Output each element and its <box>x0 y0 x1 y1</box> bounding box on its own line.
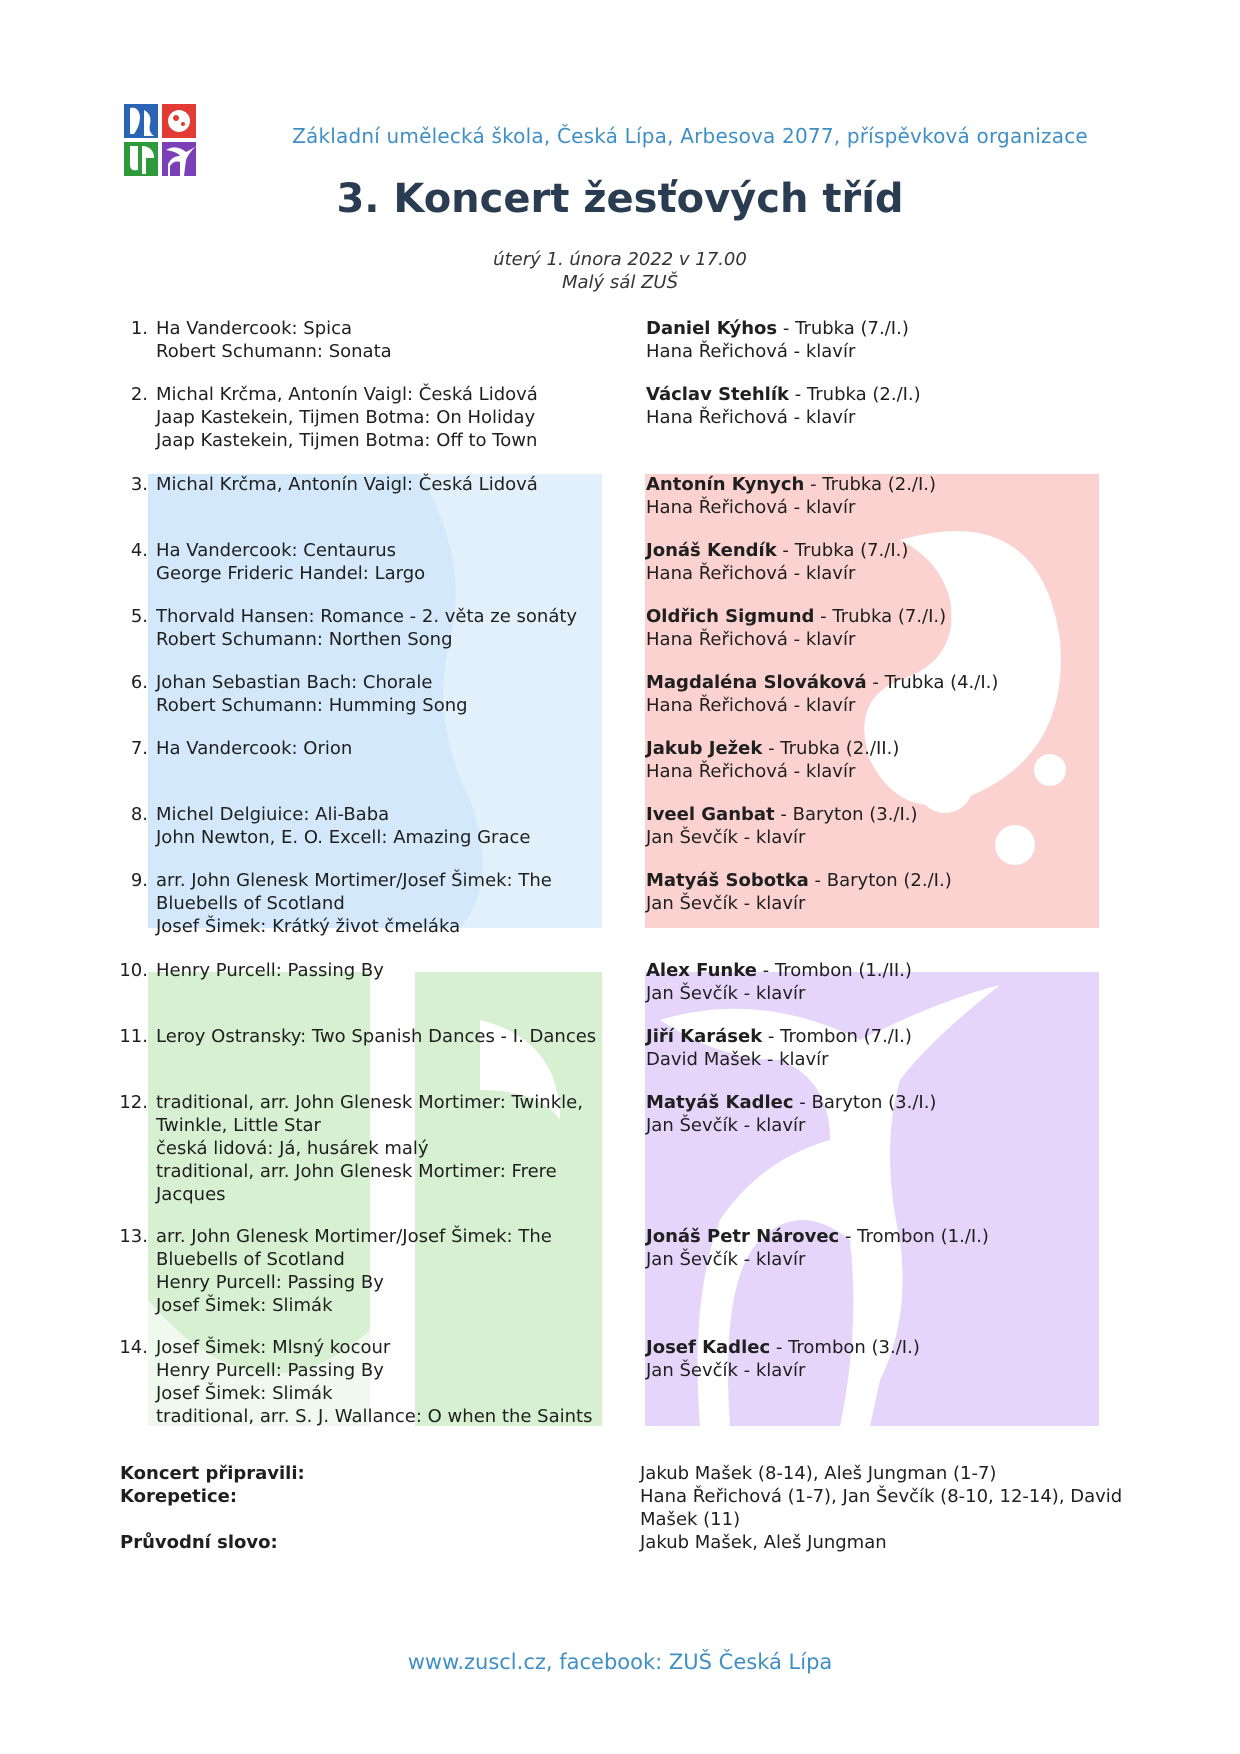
program-item-number: 4. <box>130 540 148 561</box>
piece-line: Michal Krčma, Antonín Vaigl: Česká Lidová <box>156 474 538 495</box>
piece-line: traditional, arr. John Glenesk Mortimer: Frere <box>156 1161 557 1182</box>
piece-line: Ha Vandercook: Orion <box>156 738 353 759</box>
performer-instrument: - Trubka (7./I.) <box>776 540 909 561</box>
piece-line: Johan Sebastian Bach: Chorale <box>156 672 433 693</box>
program-item-number: 2. <box>130 384 148 405</box>
program-item-pieces <box>156 605 716 651</box>
program-item-number: 5. <box>130 606 148 627</box>
performer-name: Matyáš Kadlec <box>646 1092 794 1113</box>
credit-value-line: Hana Řeřichová (1-7), Jan Ševčík (8-10, 12-14), David <box>640 1486 1123 1507</box>
performer-line <box>646 539 1116 562</box>
program-item-number: 3. <box>130 474 148 495</box>
performer-name: Oldřich Sigmund <box>646 606 815 627</box>
piece-line: Jaap Kastekein, Tijmen Botma: Off to Town <box>156 430 538 451</box>
performer-instrument: - Trubka (2./II.) <box>762 738 900 759</box>
performer-name: Alex Funke <box>646 960 757 981</box>
accompanist: Hana Řeřichová - klavír <box>646 695 856 716</box>
performer-line <box>646 737 1116 760</box>
program-item-performers <box>646 473 1116 519</box>
piece-line: Henry Purcell: Passing By <box>156 960 384 981</box>
accompanist: Hana Řeřichová - klavír <box>646 761 856 782</box>
performer-line <box>646 473 1116 496</box>
performer-line <box>646 671 1116 694</box>
credit-value-line: Mašek (11) <box>640 1509 741 1530</box>
program-item-performers <box>646 539 1116 585</box>
program-item-performers <box>646 1025 1116 1071</box>
piece-line: Robert Schumann: Northen Song <box>156 629 453 650</box>
performer-instrument: - Trombon (1./I.) <box>839 1226 989 1247</box>
program-item-pieces <box>156 1336 716 1428</box>
school-name: Základní umělecká škola, Česká Lípa, Arbesova 2077, příspěvková organizace <box>292 124 1088 148</box>
accompanist: Hana Řeřichová - klavír <box>646 563 856 584</box>
piece-line: Jaap Kastekein, Tijmen Botma: On Holiday <box>156 407 536 428</box>
performer-name: Magdaléna Slováková <box>646 672 867 693</box>
program-item-performers <box>646 869 1116 915</box>
accompanist: Hana Řeřichová - klavír <box>646 497 856 518</box>
concert-date: úterý 1. února 2022 v 17.00 <box>493 249 747 270</box>
program-item-number: 9. <box>130 870 148 891</box>
program-item-performers <box>646 671 1116 717</box>
school-logo <box>124 104 196 176</box>
piece-line: Henry Purcell: Passing By <box>156 1360 384 1381</box>
program-item-pieces <box>156 473 716 496</box>
accompanist: Hana Řeřichová - klavír <box>646 407 856 428</box>
piece-line: arr. John Glenesk Mortimer/Josef Šimek: The <box>156 870 552 891</box>
accompanist: Jan Ševčík - klavír <box>646 1249 806 1270</box>
program-item-pieces <box>156 959 716 982</box>
program-item-pieces <box>156 383 716 452</box>
performer-line <box>646 317 1116 340</box>
program-item-pieces <box>156 539 716 585</box>
credit-value <box>640 1462 1130 1485</box>
performer-instrument: - Trombon (3./I.) <box>770 1337 920 1358</box>
credit-label: Koncert připravili: <box>120 1463 305 1484</box>
performer-name: Antonín Kynych <box>646 474 805 495</box>
program-item-performers <box>646 1225 1116 1271</box>
performer-instrument: - Trubka (2./I.) <box>788 384 921 405</box>
website-footer: www.zuscl.cz, facebook: ZUŠ Česká Lípa <box>407 1650 833 1674</box>
performer-line <box>646 605 1116 628</box>
piece-line: George Frideric Handel: Largo <box>156 563 426 584</box>
performer-line <box>646 1025 1116 1048</box>
piece-line: Josef Šimek: Mlsný kocour <box>156 1337 391 1358</box>
accompanist: Hana Řeřichová - klavír <box>646 629 856 650</box>
performer-instrument: - Trubka (2./I.) <box>804 474 937 495</box>
credit-label: Průvodní slovo: <box>120 1532 278 1553</box>
piece-line: Michel Delgiuice: Ali-Baba <box>156 804 390 825</box>
credit-value <box>640 1485 1130 1531</box>
performer-line <box>646 1091 1116 1114</box>
program-item-performers <box>646 605 1116 651</box>
performer-line <box>646 803 1116 826</box>
piece-line: Michal Krčma, Antonín Vaigl: Česká Lidová <box>156 384 538 405</box>
performer-line <box>646 869 1116 892</box>
performer-name: Matyáš Sobotka <box>646 870 809 891</box>
program-item-number: 8. <box>130 804 148 825</box>
performer-name: Václav Stehlík <box>646 384 789 405</box>
accompanist: Jan Ševčík - klavír <box>646 1115 806 1136</box>
program-item-performers <box>646 1336 1116 1382</box>
performer-instrument: - Baryton (3./I.) <box>774 804 918 825</box>
program-item-number: 6. <box>130 672 148 693</box>
piece-line: Thorvald Hansen: Romance - 2. věta ze sonáty <box>156 606 578 627</box>
piece-line: John Newton, E. O. Excell: Amazing Grace <box>156 827 531 848</box>
program-item-number: 11. <box>119 1026 148 1047</box>
program-item-pieces <box>156 737 716 760</box>
accompanist: Jan Ševčík - klavír <box>646 983 806 1004</box>
performer-name: Jonáš Petr Nárovec <box>646 1226 840 1247</box>
program-item-pieces <box>156 1091 716 1206</box>
program-item-number: 7. <box>130 738 148 759</box>
credit-value <box>640 1531 1130 1554</box>
credit-row <box>120 1531 1130 1554</box>
performer-name: Jiří Karásek <box>646 1026 763 1047</box>
piece-line: Josef Šimek: Krátký život čmeláka <box>156 916 461 937</box>
piece-line: Ha Vandercook: Spica <box>156 318 353 339</box>
program-item-number: 14. <box>119 1337 148 1358</box>
accompanist: David Mašek - klavír <box>646 1049 829 1070</box>
piece-line: Josef Šimek: Slimák <box>156 1383 333 1404</box>
program-item-pieces <box>156 317 716 363</box>
credit-value-line: Jakub Mašek, Aleš Jungman <box>640 1532 887 1553</box>
piece-line: Twinkle, Little Star <box>156 1115 321 1136</box>
program-item-number: 1. <box>130 318 148 339</box>
performer-instrument: - Trubka (7./I.) <box>814 606 947 627</box>
performer-name: Iveel Ganbat <box>646 804 775 825</box>
accompanist: Jan Ševčík - klavír <box>646 827 806 848</box>
performer-line <box>646 959 1116 982</box>
program-item-performers <box>646 383 1116 429</box>
performer-instrument: - Trubka (4./I.) <box>866 672 999 693</box>
performer-name: Jakub Ježek <box>646 738 763 759</box>
program-item-performers <box>646 317 1116 363</box>
performer-name: Jonáš Kendík <box>646 540 777 561</box>
accompanist: Hana Řeřichová - klavír <box>646 341 856 362</box>
performer-instrument: - Trubka (7./I.) <box>777 318 909 339</box>
performer-instrument: - Baryton (3./I.) <box>793 1092 937 1113</box>
program-item-performers <box>646 803 1116 849</box>
credit-value-line: Jakub Mašek (8-14), Aleš Jungman (1-7) <box>640 1463 997 1484</box>
piece-line: Jacques <box>156 1184 226 1205</box>
credit-label: Korepetice: <box>120 1486 238 1507</box>
performer-instrument: - Trombon (1./II.) <box>756 960 912 981</box>
piece-line: Josef Šimek: Slimák <box>156 1295 333 1316</box>
piece-line: česká lidová: Já, husárek malý <box>156 1138 429 1159</box>
credit-row <box>120 1485 1130 1531</box>
piece-line: Bluebells of Scotland <box>156 893 345 914</box>
program-item-performers <box>646 737 1116 783</box>
concert-title: 3. Koncert žesťových tříd <box>336 176 904 222</box>
piece-line: traditional, arr. John Glenesk Mortimer: Twinkle, <box>156 1092 583 1113</box>
performer-name: Daniel Kýhos <box>646 318 778 339</box>
program-item-pieces <box>156 869 716 938</box>
piece-line: Henry Purcell: Passing By <box>156 1272 384 1293</box>
piece-line: Bluebells of Scotland <box>156 1249 345 1270</box>
piece-line: arr. John Glenesk Mortimer/Josef Šimek: The <box>156 1226 552 1247</box>
piece-line: Leroy Ostransky: Two Spanish Dances - I. Dances <box>156 1026 597 1047</box>
program-item-pieces <box>156 803 716 849</box>
program-item-pieces <box>156 671 716 717</box>
program-item-performers <box>646 1091 1116 1137</box>
credit-row <box>120 1462 1130 1485</box>
performer-name: Josef Kadlec <box>646 1337 771 1358</box>
accompanist: Jan Ševčík - klavír <box>646 1360 806 1381</box>
performer-instrument: - Trombon (7./I.) <box>762 1026 912 1047</box>
program-item-performers <box>646 959 1116 1005</box>
program-item-number: 13. <box>119 1226 148 1247</box>
piece-line: Robert Schumann: Humming Song <box>156 695 468 716</box>
piece-line: Robert Schumann: Sonata <box>156 341 392 362</box>
accompanist: Jan Ševčík - klavír <box>646 893 806 914</box>
performer-line <box>646 1225 1116 1248</box>
program-item-pieces <box>156 1225 716 1317</box>
performer-instrument: - Baryton (2./I.) <box>808 870 952 891</box>
concert-date-venue <box>0 248 1240 294</box>
credits-block <box>120 1462 1130 1554</box>
piece-line: Ha Vandercook: Centaurus <box>156 540 397 561</box>
piece-line: traditional, arr. S. J. Wallance: O when the Saints <box>156 1406 593 1427</box>
program-item-number: 12. <box>119 1092 148 1113</box>
program-item-number: 10. <box>119 960 148 981</box>
concert-venue: Malý sál ZUŠ <box>562 272 678 293</box>
performer-line <box>646 383 1116 406</box>
program-item-pieces <box>156 1025 716 1048</box>
performer-line <box>646 1336 1116 1359</box>
